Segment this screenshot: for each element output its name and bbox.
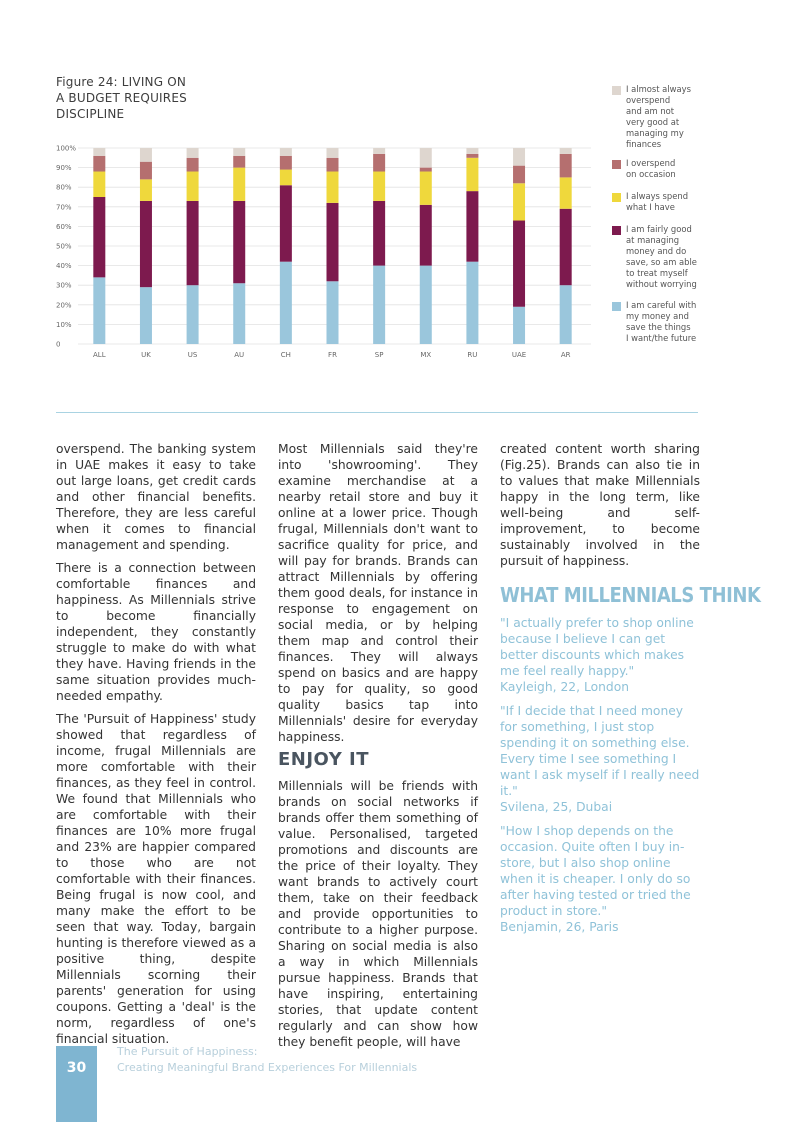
x-tick-label: CH	[280, 351, 291, 359]
bar-segment	[466, 148, 478, 154]
y-tick-label: 100%	[56, 144, 77, 153]
y-tick-label: 80%	[56, 183, 72, 192]
x-tick-label: MX	[420, 351, 432, 359]
bar-segment	[93, 172, 105, 197]
bar-segment	[513, 183, 525, 220]
figure-title-line: A BUDGET REQUIRES	[56, 91, 187, 105]
legend-line: I overspend	[626, 158, 676, 168]
bar-segment	[373, 154, 385, 172]
x-tick-label: ALL	[93, 351, 106, 359]
bar-segment	[420, 205, 432, 266]
x-tick-label: AU	[234, 351, 245, 359]
bar-segment	[327, 172, 339, 203]
bar-segment	[327, 281, 339, 344]
bar-segment	[560, 154, 572, 178]
y-tick-label: 90%	[56, 164, 72, 173]
section-heading-what-millennials-think: WHAT MILLENNIALS THINK	[500, 583, 761, 607]
y-tick-label: 10%	[56, 320, 72, 329]
x-tick-label: AR	[560, 351, 571, 359]
legend-line: very good at	[626, 117, 680, 127]
legend-swatch	[612, 160, 621, 169]
bar-segment	[513, 166, 525, 184]
bar-segment	[327, 148, 339, 158]
bar-segment	[513, 307, 525, 344]
legend-swatch	[612, 302, 621, 311]
bar-segment	[280, 156, 292, 170]
figure-title	[56, 74, 226, 122]
legend-line: save, so am able	[626, 257, 697, 267]
bar-segment	[466, 262, 478, 344]
y-tick-label: 40%	[56, 262, 72, 271]
legend-line: I want/the future	[626, 333, 697, 343]
legend-line: my money and	[626, 311, 689, 321]
paragraph: Millennials will be friends with brands on social networks if brands offer them something of value. Personalised, targeted promotions and discounts are the price of their loyalty. They want brands to actively court them, take on their feedback and provide opportunities to contribute to a higher purpose. Sharing on social media is also a way in which Millennials pursue happiness. Brands that have inspiring, entertaining stories, that update content regularly and can show how they benefit people, will have	[278, 779, 478, 1049]
bar-segment	[280, 148, 292, 156]
legend-swatch	[612, 226, 621, 235]
bar-segment	[187, 172, 199, 201]
x-tick-label: UAE	[511, 351, 527, 359]
bar-segment	[187, 201, 199, 285]
y-tick-label: 50%	[56, 242, 72, 251]
bar-segment	[420, 172, 432, 205]
legend-swatch	[612, 193, 621, 202]
bar-segment	[560, 177, 572, 208]
footer-text	[117, 1044, 417, 1076]
footer-line: The Pursuit of Happiness:	[117, 1045, 258, 1058]
bar-segment	[140, 201, 152, 287]
legend-item-careful	[612, 300, 706, 344]
bar-segment	[93, 156, 105, 172]
x-tick-label: US	[187, 351, 198, 359]
page-number: 30	[66, 1060, 87, 1076]
legend-line: I almost always	[626, 84, 691, 94]
legend-line: finances	[626, 139, 662, 149]
x-tick-label: UK	[141, 351, 151, 359]
bar-segment	[513, 148, 525, 166]
bar-segment	[466, 158, 478, 191]
quote-text: "If I decide that I need money for something, I just stop spending it on something else. Every time I see something I want I ask myself if I really need it."	[500, 704, 700, 798]
bar-segment	[373, 201, 385, 266]
bar-segment	[140, 148, 152, 162]
bar-segment	[140, 179, 152, 201]
bar-segment	[420, 168, 432, 172]
section-divider	[56, 412, 698, 413]
y-tick-label: 20%	[56, 301, 72, 310]
paragraph: The 'Pursuit of Happiness' study showed that regardless of income, frugal Millennials are more comfortable with their finances, as they feel in control. We found that Millennials who are comfortable with their finances are 10% more frugal and 23% are happier compared to those who are not comfortable with their finances. Being frugal is now cool, and many make the effort to be seen that way. Today, bargain hunting is therefore viewed as a positive thing, despite Millennials scorning their parents' generation for using coupons. Getting a 'deal' is the norm, regardless of one's financial situation.	[56, 712, 256, 1046]
text-column-1	[56, 441, 256, 1054]
footer-line: Creating Meaningful Brand Experiences For Millennials	[117, 1061, 418, 1074]
stacked-bar-chart	[50, 140, 600, 365]
legend-line: to treat myself	[626, 268, 688, 278]
bar-segment	[187, 148, 199, 158]
bar-segment	[233, 156, 245, 168]
legend-line: and am not	[626, 106, 675, 116]
page-number-box	[56, 1046, 97, 1122]
bar-segment	[93, 197, 105, 277]
y-tick-label: 70%	[56, 203, 72, 212]
quote-text: "I actually prefer to shop online because I believe I can get better discounts which makes me feel really happy."	[500, 616, 694, 678]
y-tick-label: 30%	[56, 281, 72, 290]
quote-text: "How I shop depends on the occasion. Quite often I buy in-store, but I also shop online when it is cheaper. I only do so after having tested or tried the product in store."	[500, 824, 691, 918]
legend-line: on occasion	[626, 169, 676, 179]
bar-segment	[560, 209, 572, 285]
text-column-3	[500, 441, 761, 943]
bar-segment	[373, 148, 385, 154]
figure-title-line: Figure 24: LIVING ON	[56, 75, 187, 89]
legend-line: save the things	[626, 322, 691, 332]
bar-segment	[420, 266, 432, 344]
paragraph: overspend. The banking system in UAE makes it easy to take out large loans, get credit cards and other financial benefits. Therefore, they are less careful when it comes to financial management and spending.	[56, 442, 256, 552]
quote	[500, 823, 700, 935]
paragraph: There is a connection between comfortable finances and happiness. As Millennials strive to become financially independent, they constantly struggle to make do with what they have. Having friends in the same situation provides much-needed empathy.	[56, 561, 256, 703]
paragraph: created content worth sharing (Fig.25). Brands can also tie in to values that make Millennials happy in the long term, like well-being and self-improvement, to become sustainably involved in the pursuit of happiness.	[500, 442, 700, 568]
bar-segment	[187, 158, 199, 172]
bar-segment	[560, 285, 572, 344]
quote	[500, 703, 700, 815]
bar-segment	[140, 162, 152, 180]
bar-segment	[373, 266, 385, 344]
bar-segment	[513, 221, 525, 307]
bar-segment	[140, 287, 152, 344]
bar-segment	[327, 203, 339, 281]
legend-line: money and do	[626, 246, 687, 256]
bar-segment	[466, 191, 478, 262]
x-tick-label: SP	[374, 351, 384, 359]
bar-segment	[280, 185, 292, 261]
legend-item-always-overspend	[612, 84, 706, 150]
legend-item-fairly-good	[612, 224, 706, 290]
legend-line: what I have	[626, 202, 675, 212]
x-tick-label: RU	[467, 351, 478, 359]
bar-segment	[466, 154, 478, 158]
legend-line: managing my	[626, 128, 684, 138]
section-heading-enjoy-it: ENJOY IT	[278, 749, 369, 770]
legend-line: overspend	[626, 95, 671, 105]
legend-item-overspend-occasion	[612, 158, 706, 180]
quote-author: Kayleigh, 22, London	[500, 680, 630, 694]
legend-item-always-spend	[612, 191, 706, 213]
quote-author: Benjamin, 26, Paris	[500, 920, 619, 934]
bar-segment	[187, 285, 199, 344]
legend-line: I always spend	[626, 191, 689, 201]
x-tick-label: FR	[328, 351, 337, 359]
legend-line: without worrying	[626, 279, 697, 289]
bar-segment	[420, 148, 432, 168]
quote	[500, 615, 700, 695]
bar-segment	[233, 168, 245, 201]
bar-segment	[93, 148, 105, 156]
bar-segment	[93, 277, 105, 344]
legend-swatch	[612, 86, 621, 95]
bar-segment	[233, 148, 245, 156]
text-column-2	[278, 441, 478, 1057]
quote-author: Svilena, 25, Dubai	[500, 800, 613, 814]
legend-line: I am careful with	[626, 300, 697, 310]
bar-segment	[560, 148, 572, 154]
figure-title-line: DISCIPLINE	[56, 107, 125, 121]
paragraph: Most Millennials said they're into 'showrooming'. They examine merchandise at a nearby retail store and buy it online at a lower price. Though frugal, Millennials don't want to sacrifice quality for price, and will pay for brands. Brands can attract Millennials by offering them good deals, for instance in response to engagement on social media, or by helping them map and control their finances. They will always spend on basics and are happy to pay for quality, so good quality basics tap into Millennials' desire for everyday happiness.	[278, 442, 478, 744]
bar-segment	[233, 201, 245, 283]
legend-line: at managing	[626, 235, 680, 245]
bar-segment	[280, 170, 292, 186]
bar-segment	[327, 158, 339, 172]
legend-line: I am fairly good	[626, 224, 692, 234]
y-tick-label: 0	[56, 340, 61, 349]
bar-segment	[373, 172, 385, 201]
bar-segment	[280, 262, 292, 344]
y-tick-label: 60%	[56, 222, 72, 231]
bar-segment	[233, 283, 245, 344]
